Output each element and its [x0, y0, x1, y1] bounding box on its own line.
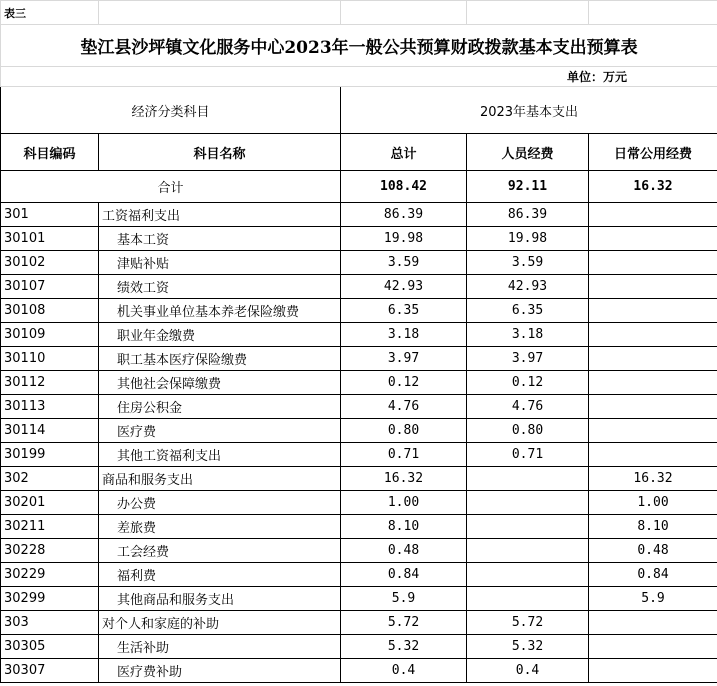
row-personnel: 5.32: [467, 635, 589, 659]
row-total: 86.39: [341, 203, 467, 227]
row-name: 职工基本医疗保险缴费: [99, 347, 341, 371]
table-row: [1, 635, 717, 659]
row-name: 商品和服务支出: [99, 467, 341, 491]
row-total: 4.76: [341, 395, 467, 419]
row-name: 对个人和家庭的补助: [99, 611, 341, 635]
row-code: 30109: [1, 323, 99, 347]
header-total: 总计: [341, 134, 467, 171]
table-row: [1, 659, 717, 683]
row-code: 30199: [1, 443, 99, 467]
row-total: 42.93: [341, 275, 467, 299]
row-total: 1.00: [341, 491, 467, 515]
table-row: [1, 347, 717, 371]
row-total: 8.10: [341, 515, 467, 539]
row-total: 0.48: [341, 539, 467, 563]
row-public: [589, 371, 717, 395]
total-sum: 108.42: [341, 171, 467, 203]
row-code: 30299: [1, 587, 99, 611]
row-name: 机关事业单位基本养老保险缴费: [99, 299, 341, 323]
row-public: [589, 203, 717, 227]
row-code: 30110: [1, 347, 99, 371]
row-code: 30108: [1, 299, 99, 323]
row-public: [589, 299, 717, 323]
row-personnel: 19.98: [467, 227, 589, 251]
total-public: 16.32: [589, 171, 717, 203]
table-row: [1, 299, 717, 323]
row-personnel: 42.93: [467, 275, 589, 299]
row-total: 19.98: [341, 227, 467, 251]
row-public: [589, 227, 717, 251]
row-total: 3.97: [341, 347, 467, 371]
row-total: 16.32: [341, 467, 467, 491]
row-code: 30211: [1, 515, 99, 539]
row-code: 30112: [1, 371, 99, 395]
table-row: [1, 395, 717, 419]
row-public: [589, 395, 717, 419]
page-title: 垫江县沙坪镇文化服务中心2023年一般公共预算财政拨款基本支出预算表: [1, 25, 717, 67]
table-row: [1, 419, 717, 443]
row-personnel: 3.59: [467, 251, 589, 275]
row-personnel: [467, 539, 589, 563]
row-name: 生活补助: [99, 635, 341, 659]
row-personnel: [467, 515, 589, 539]
row-public: 8.10: [589, 515, 717, 539]
row-name: 办公费: [99, 491, 341, 515]
row-code: 30228: [1, 539, 99, 563]
row-personnel: 0.80: [467, 419, 589, 443]
table-row: [1, 539, 717, 563]
table-row: [1, 587, 717, 611]
row-personnel: 3.97: [467, 347, 589, 371]
row-name: 绩效工资: [99, 275, 341, 299]
row-total: 6.35: [341, 299, 467, 323]
row-code: 30114: [1, 419, 99, 443]
row-personnel: [467, 491, 589, 515]
table-row: [1, 251, 717, 275]
row-public: [589, 251, 717, 275]
row-name: 工资福利支出: [99, 203, 341, 227]
row-code: 30113: [1, 395, 99, 419]
row-total: 5.9: [341, 587, 467, 611]
row-personnel: [467, 467, 589, 491]
table-row: [1, 443, 717, 467]
row-total: 5.72: [341, 611, 467, 635]
header-econ-class: 经济分类科目: [1, 87, 341, 134]
header-personnel: 人员经费: [467, 134, 589, 171]
row-public: [589, 419, 717, 443]
table-row: [1, 275, 717, 299]
row-total: 0.84: [341, 563, 467, 587]
row-name: 其他工资福利支出: [99, 443, 341, 467]
header-public: 日常公用经费: [589, 134, 717, 171]
table-label: 表三: [1, 1, 99, 25]
row-public: [589, 635, 717, 659]
row-personnel: [467, 587, 589, 611]
unit-label: 单位：万元: [1, 67, 717, 87]
row-public: 16.32: [589, 467, 717, 491]
row-code: 301: [1, 203, 99, 227]
table-row: [1, 323, 717, 347]
table-row: [1, 515, 717, 539]
row-public: 1.00: [589, 491, 717, 515]
row-code: 30229: [1, 563, 99, 587]
row-public: [589, 659, 717, 683]
table-row: [1, 203, 717, 227]
row-code: 303: [1, 611, 99, 635]
row-total: 0.12: [341, 371, 467, 395]
row-personnel: [467, 563, 589, 587]
header-code: 科目编码: [1, 134, 99, 171]
row-total: 0.80: [341, 419, 467, 443]
row-name: 住房公积金: [99, 395, 341, 419]
row-code: 30107: [1, 275, 99, 299]
row-personnel: 3.18: [467, 323, 589, 347]
total-personnel: 92.11: [467, 171, 589, 203]
row-total: 0.71: [341, 443, 467, 467]
row-name: 工会经费: [99, 539, 341, 563]
row-public: 0.84: [589, 563, 717, 587]
row-code: 30307: [1, 659, 99, 683]
row-name: 津贴补贴: [99, 251, 341, 275]
table-row: [1, 491, 717, 515]
row-name: 医疗费: [99, 419, 341, 443]
row-name: 基本工资: [99, 227, 341, 251]
row-personnel: 0.4: [467, 659, 589, 683]
total-row: [1, 171, 717, 203]
row-public: 0.48: [589, 539, 717, 563]
row-public: [589, 347, 717, 371]
row-personnel: 86.39: [467, 203, 589, 227]
table-row: [1, 563, 717, 587]
table-row: [1, 371, 717, 395]
row-public: [589, 611, 717, 635]
header-basic-expense: 2023年基本支出: [341, 87, 717, 134]
row-public: [589, 443, 717, 467]
row-public: [589, 323, 717, 347]
total-label: 合计: [1, 171, 341, 203]
row-name: 其他商品和服务支出: [99, 587, 341, 611]
row-personnel: 5.72: [467, 611, 589, 635]
row-personnel: 6.35: [467, 299, 589, 323]
row-code: 30102: [1, 251, 99, 275]
table-row: [1, 467, 717, 491]
row-code: 30201: [1, 491, 99, 515]
row-public: 5.9: [589, 587, 717, 611]
row-personnel: 0.12: [467, 371, 589, 395]
row-code: 30101: [1, 227, 99, 251]
row-code: 30305: [1, 635, 99, 659]
row-name: 职业年金缴费: [99, 323, 341, 347]
row-code: 302: [1, 467, 99, 491]
header-name: 科目名称: [99, 134, 341, 171]
row-total: 5.32: [341, 635, 467, 659]
table-row: [1, 227, 717, 251]
row-personnel: 4.76: [467, 395, 589, 419]
row-public: [589, 275, 717, 299]
row-total: 3.59: [341, 251, 467, 275]
row-name: 医疗费补助: [99, 659, 341, 683]
row-name: 其他社会保障缴费: [99, 371, 341, 395]
row-personnel: 0.71: [467, 443, 589, 467]
row-total: 3.18: [341, 323, 467, 347]
table-row: [1, 611, 717, 635]
row-total: 0.4: [341, 659, 467, 683]
row-name: 差旅费: [99, 515, 341, 539]
row-name: 福利费: [99, 563, 341, 587]
